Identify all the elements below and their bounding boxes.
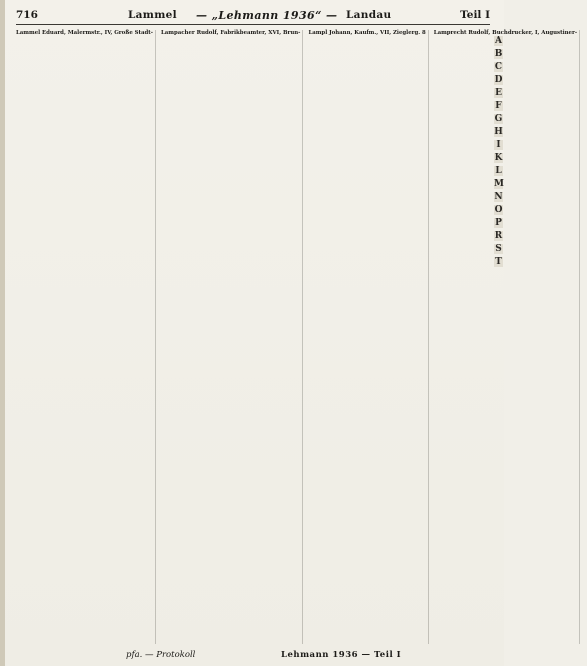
column-2 <box>161 30 303 644</box>
thumb-index-letter: F <box>495 101 502 111</box>
thumb-index-letter: O <box>494 205 503 215</box>
footer-note: pfa. — Protokoll <box>126 650 196 660</box>
column-head: Lammel Eduard, Malermstr., IV, Große Stadt- <box>16 30 154 36</box>
thumb-index-letter: C <box>494 62 503 72</box>
thumb-index-letter: R <box>494 231 503 241</box>
page-footer <box>16 647 490 663</box>
column-1 <box>16 30 156 644</box>
thumb-index-letter: B <box>494 49 503 59</box>
directory-columns <box>16 30 578 644</box>
header-rule <box>16 24 490 25</box>
column-head: Lampl Johann, Kaufm., VII, Zieglerg. 8 <box>308 30 426 36</box>
column-head: Lamprecht Rudolf, Buchdrucker, I, Augustiner- <box>433 30 578 36</box>
page-header <box>16 6 494 24</box>
thumb-index-letter: L <box>495 166 502 176</box>
header-part: Teil I <box>460 9 490 21</box>
page-edge <box>0 0 5 666</box>
thumb-index-letter: A <box>495 36 502 46</box>
thumb-index-letter: D <box>494 75 503 85</box>
thumb-index-letter: T <box>495 257 502 267</box>
thumb-index-letter: E <box>495 88 502 98</box>
page-number: 716 <box>16 9 38 21</box>
thumb-index-letter: N <box>494 192 503 202</box>
thumb-index-letter: S <box>495 244 502 254</box>
thumb-index-letter: H <box>494 127 503 137</box>
column-4 <box>434 30 580 644</box>
thumb-index-letter: M <box>494 179 504 189</box>
thumb-index-letter: P <box>495 218 502 228</box>
thumb-index-letter: G <box>494 114 503 124</box>
header-last-entry: Landau <box>346 9 392 21</box>
thumb-index-letter: K <box>494 153 503 163</box>
header-title: — „Lehmann 1936“ — <box>196 9 338 22</box>
column-head: Lampacher Rudolf, Fabrikbeamter, XVI, Brun- <box>161 30 301 36</box>
footer-title: Lehmann 1936 — Teil I <box>281 650 402 660</box>
column-3 <box>308 30 428 644</box>
thumb-index-letter: I <box>494 140 503 150</box>
header-first-entry: Lammel <box>128 9 177 21</box>
thumb-index <box>494 36 503 606</box>
